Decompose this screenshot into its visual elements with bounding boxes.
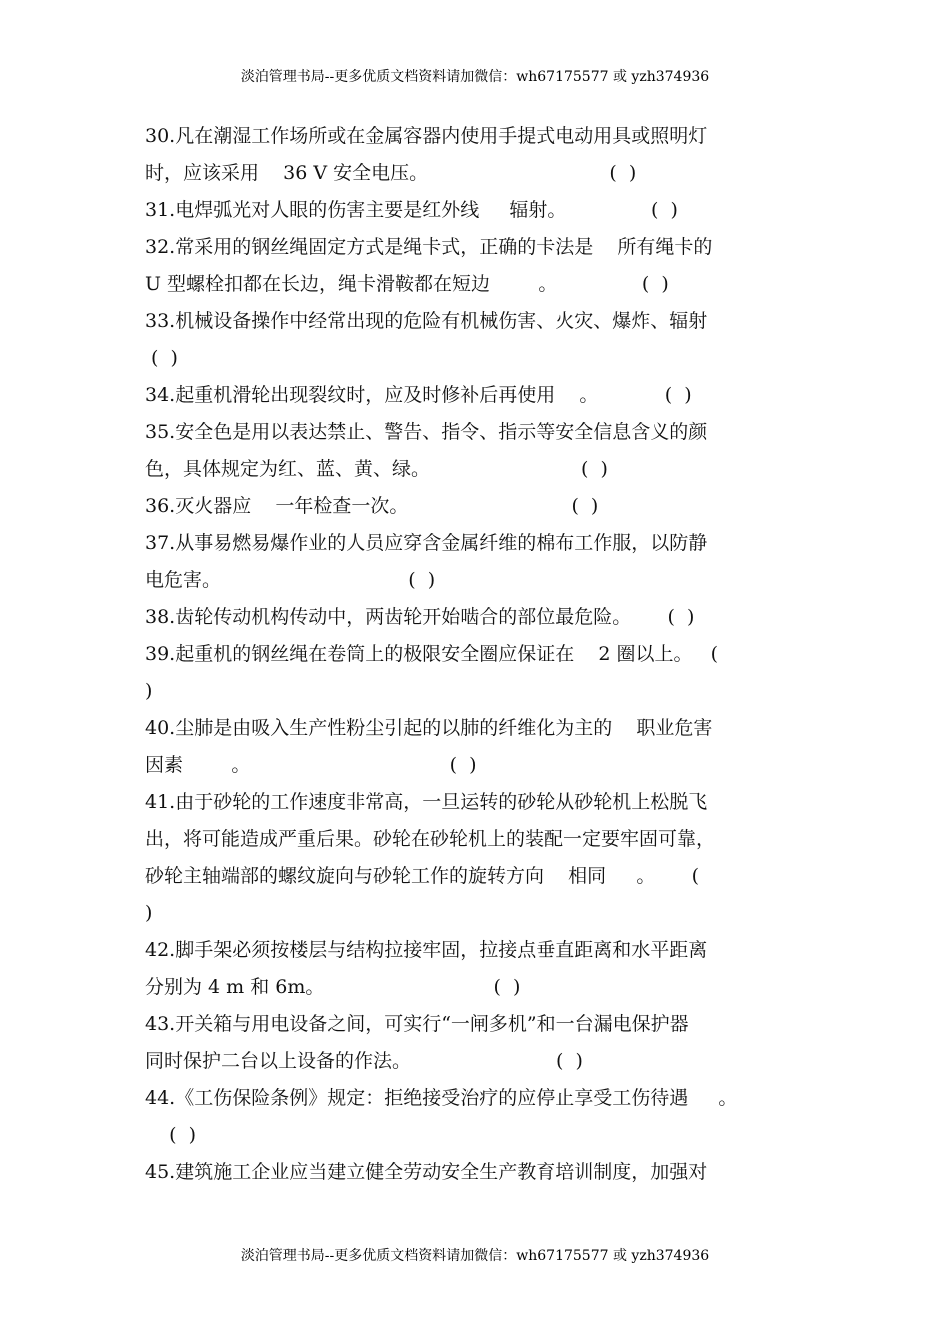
text-line: 33.机械设备操作中经常出现的危险有机械伤害、火灾、爆炸、辐射 (145, 310, 708, 332)
text-line: 38.齿轮传动机构传动中，两齿轮开始啮合的部位最危险。 ( ) (145, 606, 695, 628)
text-line: 35.安全色是用以表达禁止、警告、指令、指示等安全信息含义的颜 (145, 421, 708, 443)
text-line: 砂轮主轴端部的螺纹旋向与砂轮工作的旋转方向 相同 。 ( (145, 865, 700, 887)
text-line: 37.从事易燃易爆作业的人员应穿含金属纤维的棉布工作服，以防静 (145, 532, 708, 554)
text-line: U 型螺栓扣都在长边，绳卡滑鞍都在短边 。 ( ) (145, 273, 669, 295)
text-line: 同时保护二台以上设备的作法。 ( ) (145, 1050, 583, 1072)
text-line: ( ) (145, 347, 178, 369)
text-line: 39.起重机的钢丝绳在卷筒上的极限安全圈应保证在 2 圈以上。 ( (145, 643, 719, 665)
page-header: 淡泊管理书局--更多优质文档资料请加微信：wh67175577 或 yzh374936 (240, 69, 710, 85)
text-line: 分别为 4 m 和 6m。 ( ) (145, 976, 521, 998)
text-line: ) (145, 680, 153, 702)
text-line: 电危害。 ( ) (145, 569, 436, 591)
text-line: 因素 。 ( ) (145, 754, 477, 776)
text-line: 时，应该采用 36 V 安全电压。 ( ) (145, 162, 637, 184)
text-line: 30.凡在潮湿工作场所或在金属容器内使用手提式电动用具或照明灯 (145, 125, 708, 147)
text-line: 41.由于砂轮的工作速度非常高，一旦运转的砂轮从砂轮机上松脱飞 (145, 791, 708, 813)
text-line: 36.灭火器应 一年检查一次。 ( ) (145, 495, 599, 517)
question-list (145, 118, 825, 1191)
text-line: 色，具体规定为红、蓝、黄、绿。 ( ) (145, 458, 608, 480)
text-line: 45.建筑施工企业应当建立健全劳动安全生产教育培训制度，加强对 (145, 1161, 708, 1183)
text-line: 34.起重机滑轮出现裂纹时，应及时修补后再使用 。 ( ) (145, 384, 692, 406)
text-line: 32.常采用的钢丝绳固定方式是绳卡式，正确的卡法是 所有绳卡的 (145, 236, 713, 258)
text-line: ) (145, 902, 153, 924)
text-line: 43.开关箱与用电设备之间，可实行“一闸多机”和一台漏电保护器 (145, 1013, 689, 1035)
page-footer: 淡泊管理书局--更多优质文档资料请加微信：wh67175577 或 yzh374936 (240, 1248, 710, 1264)
text-line: 40.尘肺是由吸入生产性粉尘引起的以肺的纤维化为主的 职业危害 (145, 717, 713, 739)
text-line: 42.脚手架必须按楼层与结构拉接牢固，拉接点垂直距离和水平距离 (145, 939, 708, 961)
text-line: ( ) (145, 1124, 197, 1146)
text-line: 出，将可能造成严重后果。砂轮在砂轮机上的装配一定要牢固可靠， (145, 828, 716, 850)
text-line: 44.《工伤保险条例》规定：拒绝接受治疗的应停止享受工伤待遇 。 (145, 1087, 738, 1109)
text-line: 31.电焊弧光对人眼的伤害主要是红外线 辐射。 ( ) (145, 199, 678, 221)
